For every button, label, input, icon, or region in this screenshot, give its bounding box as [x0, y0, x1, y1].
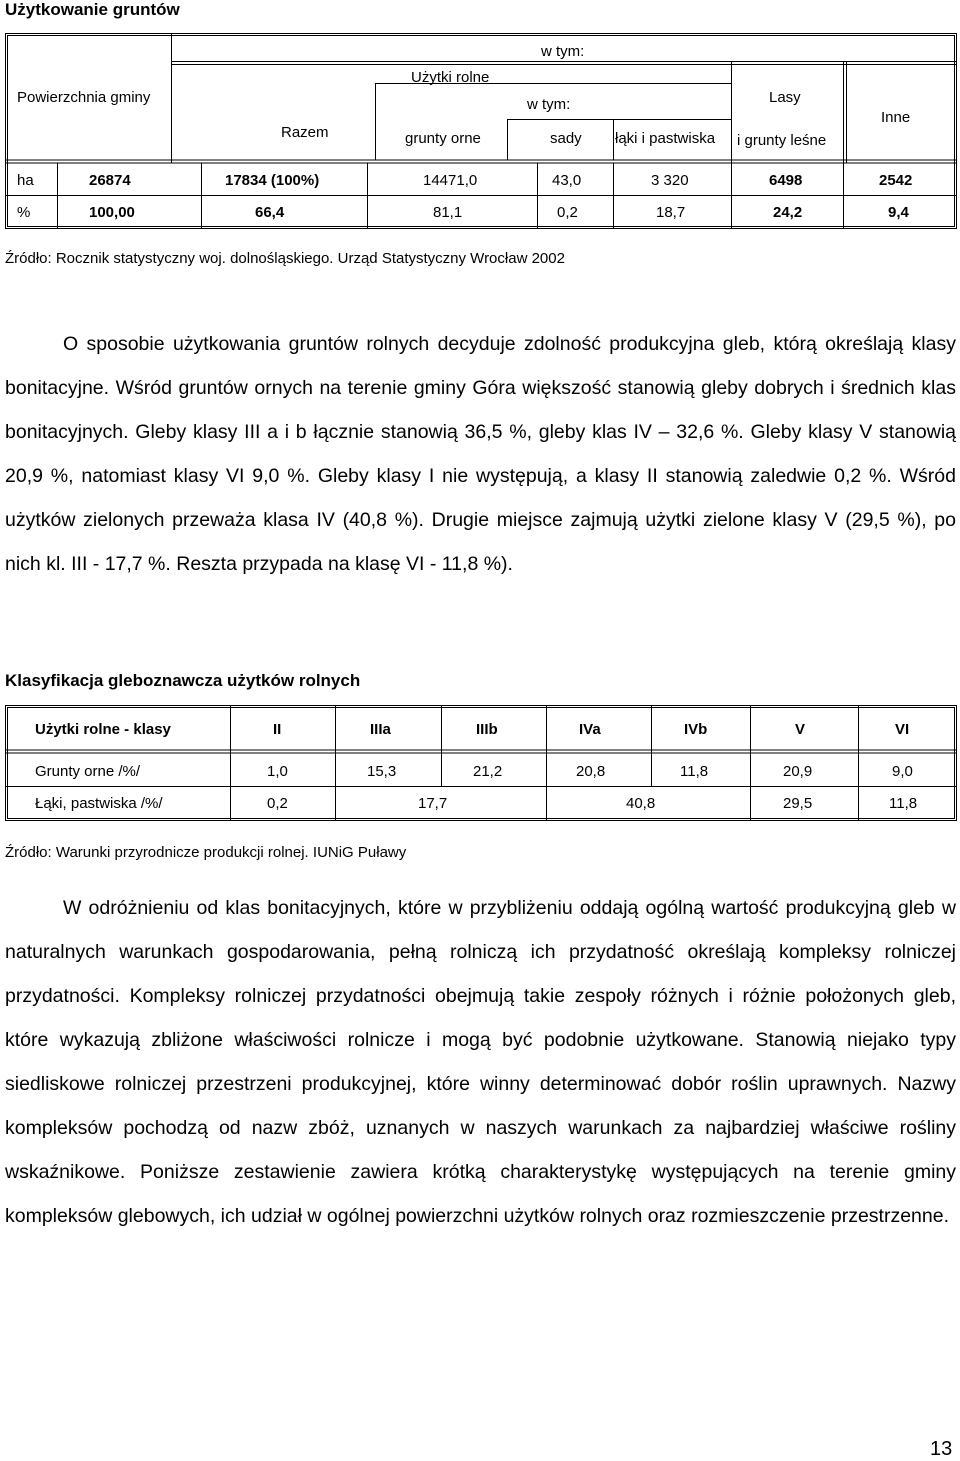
row-ha-meadows: 3 320: [651, 172, 689, 189]
row-ha-other: 2542: [879, 172, 913, 189]
header-meadows: łąki i pastwiska: [615, 130, 716, 147]
header-forests-2: i grunty leśne: [737, 132, 827, 149]
section-title-classification: Klasyfikacja gleboznawcza użytków rolnych: [5, 671, 361, 690]
row-pct-unit: %: [17, 204, 31, 221]
header-orchards: sady: [550, 130, 582, 147]
arable-IVb: 11,8: [680, 763, 709, 780]
header-forests: Lasy: [769, 89, 801, 106]
class-header-IVa: IVa: [579, 721, 601, 738]
row-ha-forests: 6498: [769, 172, 803, 189]
arable-V: 20,9: [783, 763, 813, 780]
meadows-VI: 11,8: [889, 795, 918, 812]
paragraph-soil-classes: [5, 322, 956, 586]
header-other: Inne: [881, 109, 911, 126]
class-header-IIIb: IIIb: [476, 721, 498, 738]
row-pct-total: 66,4: [255, 204, 285, 221]
arable-IIIa: 15,3: [367, 763, 397, 780]
paragraph-complexes-text: W odróżnieniu od klas bonitacyjnych, które w przybliżeniu oddają ogólną wartość produkcyjną gleb w naturalnych warunkach gospodarowania, pełną rolniczą ich przydatność określają kompleksy rolniczej przydatności. Kompleksy rolniczej przydatności obejmują takie zespoły różnych i różnie położonych gleb, które wykazują zbliżone właściwości rolnicze i mogą być podobnie użytkowane. Stanowią niejako typy siedliskowe rolniczej przestrzeni produkcyjnej, które winny determinować dobór roślin uprawnych. Nazwy kompleksów pochodzą od nazw zbóż, uznanych w naszych warunkach za najbardziej właściwe rośliny wskaźnikowe. Poniższe zestawienie zawiera krótką charakterystykę występujących na terenie gminy kompleksów glebowych, ich udział w ogólnej powierzchni użytków rolnych oraz rozmieszczenie przestrzenne.: [5, 897, 956, 1227]
header-agricultural: Użytki rolne: [411, 69, 490, 86]
arable-VI: 9,0: [892, 763, 913, 780]
source-note-1: Źródło: Rocznik statystyczny woj. dolnośląskiego. Urząd Statystyczny Wrocław 2002: [5, 250, 565, 267]
arable-IVa: 20,8: [576, 763, 606, 780]
class-header-V: V: [795, 721, 806, 738]
row-pct-forests: 24,2: [773, 204, 803, 221]
row-ha-unit: ha: [17, 172, 34, 189]
class-header-VI: VI: [895, 721, 910, 738]
header-of-which: w tym:: [541, 43, 585, 60]
row-pct-arable: 81,1: [433, 204, 463, 221]
class-header-IVb: IVb: [684, 721, 708, 738]
classification-table: [5, 705, 957, 821]
paragraph-complexes: [5, 886, 956, 1238]
row-ha-total: 17834 (100%): [225, 172, 320, 189]
row-pct-other: 9,4: [888, 204, 909, 221]
header-of-which-sub: w tym:: [527, 96, 571, 113]
header-total: Razem: [281, 124, 329, 141]
row-pct-orchards: 0,2: [557, 204, 578, 221]
header-arable: grunty orne: [405, 130, 481, 147]
meadows-row-label: Łąki, pastwiska /%/: [35, 795, 163, 812]
header-area: Powierzchnia gminy: [17, 89, 151, 106]
meadows-II: 0,2: [267, 795, 288, 812]
arable-II: 1,0: [267, 763, 288, 780]
row-pct-meadows: 18,7: [656, 204, 686, 221]
row-pct-area: 100,00: [89, 204, 135, 221]
source-note-2: Źródło: Warunki przyrodnicze produkcji rolnej. IUNiG Puławy: [5, 844, 407, 861]
meadows-III: 17,7: [418, 795, 448, 812]
land-use-table: [5, 33, 957, 229]
row-ha-area: 26874: [89, 172, 131, 189]
meadows-IV: 40,8: [626, 795, 656, 812]
paragraph-soil-classes-text: O sposobie użytkowania gruntów rolnych decyduje zdolność produkcyjna gleb, którą określają klasy bonitacyjne. Wśród gruntów ornych na terenie gminy Góra większość stanowią gleby dobrych i średnich klas bonitacyjnych. Gleby klasy III a i b łącznie stanowią 36,5 %, gleby klas IV – 32,6 %. Gleby klasy V stanowią 20,9 %, natomiast klasy VI 9,0 %. Gleby klasy I nie występują, a klasy II stanowią zaledwie 0,2 %. Wśród użytków zielonych przeważa klasa IV (40,8 %). Drugie miejsce zajmują użytki zielone klasy V (29,5 %), po nich kl. III - 17,7 %. Reszta przypada na klasę VI - 11,8 %).: [5, 333, 956, 575]
class-header-label: Użytki rolne - klasy: [35, 721, 171, 738]
arable-IIIb: 21,2: [473, 763, 503, 780]
meadows-V: 29,5: [783, 795, 813, 812]
row-ha-orchards: 43,0: [552, 172, 582, 189]
class-header-IIIa: IIIa: [370, 721, 391, 738]
page-number: 13: [930, 1438, 953, 1460]
class-header-II: II: [273, 721, 282, 738]
row-ha-arable: 14471,0: [423, 172, 478, 189]
arable-row-label: Grunty orne /%/: [35, 763, 141, 780]
section-title-land-use: Użytkowanie gruntów: [5, 0, 180, 19]
land-use-table-grid: [5, 33, 957, 229]
